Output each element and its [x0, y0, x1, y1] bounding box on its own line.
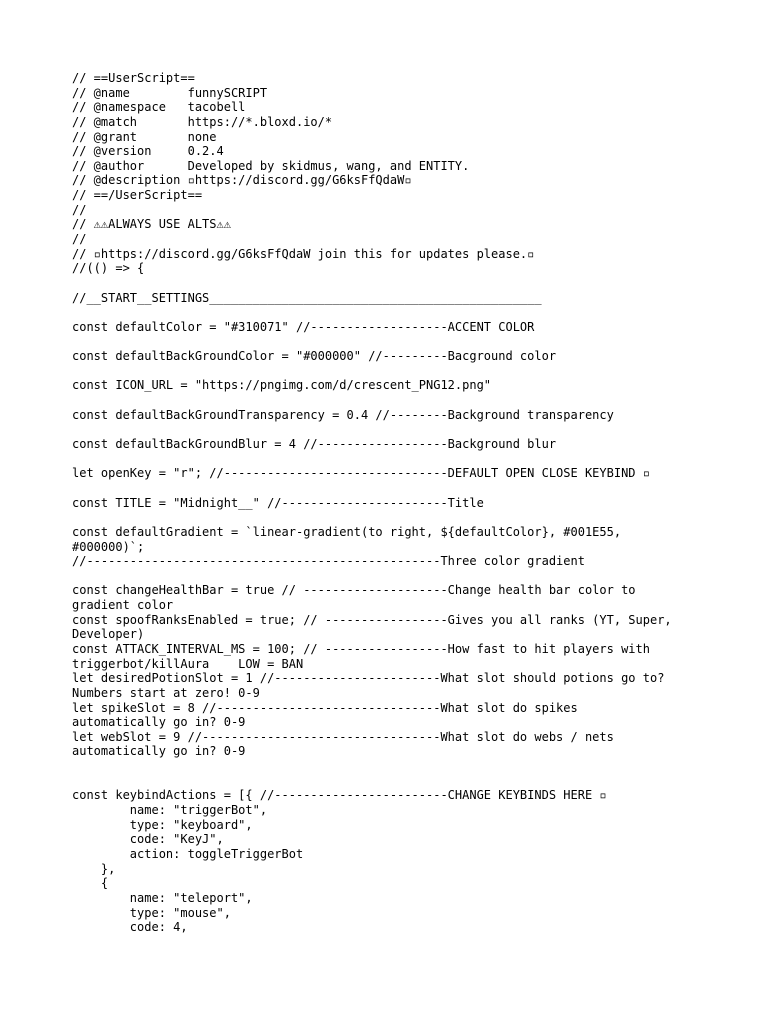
code-line: code: "KeyJ", [72, 832, 224, 847]
code-line: // ==/UserScript== [72, 188, 203, 203]
code-line: // @grant none [72, 129, 217, 144]
code-line [72, 510, 762, 525]
code-line: Developer) [72, 627, 145, 642]
code-line: let desiredPotionSlot = 1 //-----------------------What slot should potions go to? [72, 671, 665, 686]
code-line [72, 759, 762, 774]
code-line: const defaultBackGroundBlur = 4 //------------------Background blur [72, 437, 557, 452]
code-line: const defaultGradient = `linear-gradient(to right, ${defaultColor}, #001E55, [72, 524, 622, 539]
code-line [72, 276, 762, 291]
code-line: type: "keyboard", [72, 817, 253, 832]
code-line [72, 452, 762, 467]
code-line [72, 774, 762, 789]
code-line: // @description ▫https://discord.gg/G6ksFfQdaW▫ [72, 173, 412, 188]
code-line: //__START__SETTINGS______________________________________________ [72, 290, 542, 305]
code-line: name: "teleport", [72, 890, 253, 905]
code-line: const defaultBackGroundTransparency = 0.4 //--------Background transparency [72, 407, 614, 422]
code-line [72, 481, 762, 496]
code-line: const keybindActions = [{ //------------------------CHANGE KEYBINDS HERE ▫ [72, 788, 607, 803]
code-line: }, [72, 861, 116, 876]
code-line: //(() => { [72, 261, 145, 276]
code-line: // @author Developed by skidmus, wang, and ENTITY. [72, 158, 470, 173]
code-line: triggerbot/killAura LOW = BAN [72, 656, 304, 671]
code-document [72, 71, 762, 935]
code-line: // @version 0.2.4 [72, 144, 224, 159]
code-line: // @namespace tacobell [72, 100, 246, 115]
code-line: name: "triggerBot", [72, 803, 268, 818]
code-line: const changeHealthBar = true // --------------------Change health bar color to [72, 583, 636, 598]
code-line: const TITLE = "Midnight__" //-----------------------Title [72, 495, 484, 510]
code-line: const defaultBackGroundColor = "#000000" //---------Bacground color [72, 349, 557, 364]
code-line [72, 422, 762, 437]
code-line: let spikeSlot = 8 //-------------------------------What slot do spikes [72, 700, 578, 715]
code-line: code: 4, [72, 920, 188, 935]
code-line: let openKey = "r"; //-------------------------------DEFAULT OPEN CLOSE KEYBIND ▫ [72, 466, 650, 481]
code-line [72, 335, 762, 350]
code-line: const ATTACK_INTERVAL_MS = 100; // -----------------How fast to hit players with [72, 641, 650, 656]
code-line: let webSlot = 9 //---------------------------------What slot do webs / nets [72, 729, 614, 744]
code-line: // [72, 232, 87, 247]
code-line: const ICON_URL = "https://pngimg.com/d/crescent_PNG12.png" [72, 378, 492, 393]
code-line: // ▫https://discord.gg/G6ksFfQdaW join this for updates please.▫ [72, 246, 535, 261]
code-line: //-------------------------------------------------Three color gradient [72, 554, 585, 569]
code-line [72, 364, 762, 379]
code-line: action: toggleTriggerBot [72, 846, 304, 861]
code-line [72, 393, 762, 408]
code-line: gradient color [72, 598, 174, 613]
code-line: // @name funnySCRIPT [72, 85, 268, 100]
code-line: const spoofRanksEnabled = true; // -----------------Gives you all ranks (YT, Super, [72, 612, 672, 627]
code-line: automatically go in? 0-9 [72, 744, 246, 759]
code-line: automatically go in? 0-9 [72, 715, 246, 730]
code-line [72, 569, 762, 584]
code-line: #000000)`; [72, 539, 145, 554]
code-line: // [72, 202, 87, 217]
code-line: // ==UserScript== [72, 71, 195, 85]
code-line: // @match https://*.bloxd.io/* [72, 114, 333, 129]
code-line: { [72, 876, 109, 891]
code-line: const defaultColor = "#310071" //-------------------ACCENT COLOR [72, 319, 535, 334]
code-line [72, 305, 762, 320]
code-line: // ⚠⚠ALWAYS USE ALTS⚠⚠ [72, 217, 231, 232]
code-line: type: "mouse", [72, 905, 231, 920]
code-line: Numbers start at zero! 0-9 [72, 685, 260, 700]
